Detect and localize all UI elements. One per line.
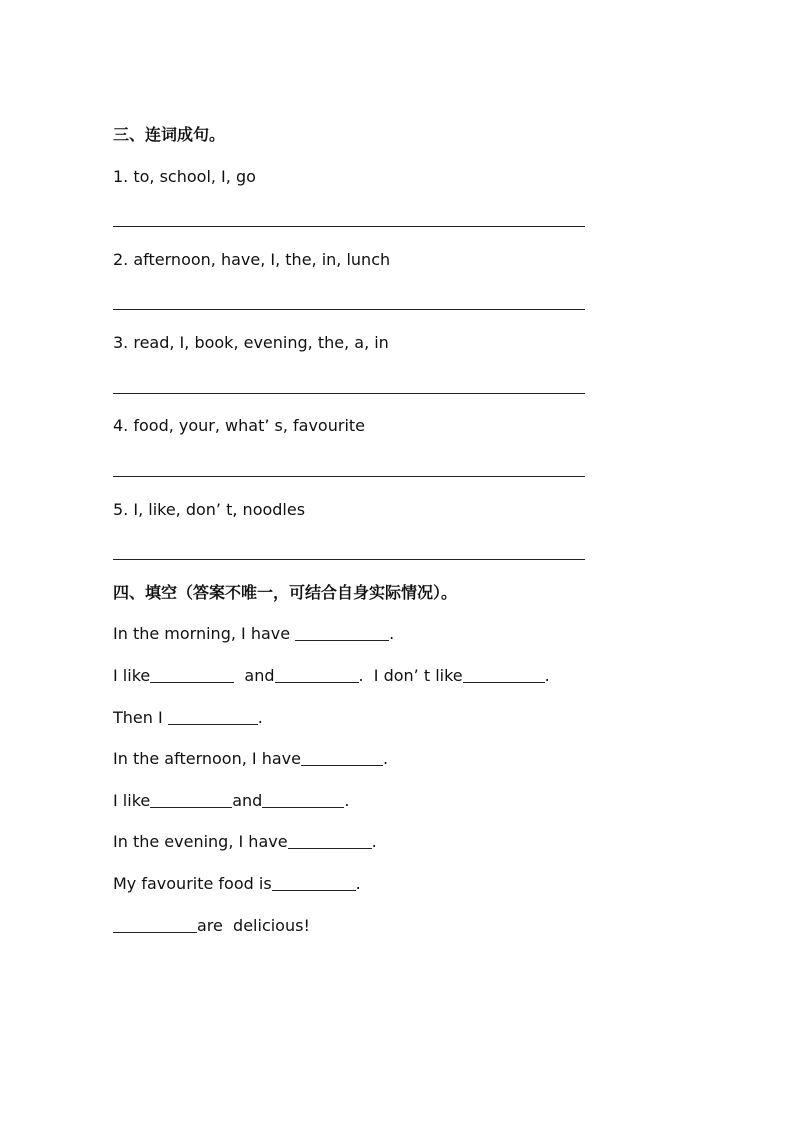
fill-line-2-text-c: . I don’ t like [358, 666, 463, 685]
fill-line-4-text-a: In the afternoon, I have [113, 749, 301, 768]
fill-line-1-text-a: In the morning, I have [113, 624, 296, 643]
section-4-heading: 四、填空（答案不唯一，可结合自身实际情况）。 [113, 583, 458, 602]
blank-8[interactable] [262, 791, 344, 808]
blank-3[interactable] [275, 666, 359, 683]
fill-line-5 [113, 791, 349, 811]
fill-line-8-text-a: are delicious! [197, 916, 310, 935]
section-3-heading: 三、连词成句。 [113, 125, 226, 144]
fill-line-6-text-a: In the evening, I have [113, 832, 288, 851]
fill-line-2-text-b: and [234, 666, 275, 685]
fill-line-2 [113, 666, 550, 686]
fill-line-2-text-a: I like [113, 666, 151, 685]
blank-10[interactable] [272, 874, 356, 891]
question-4: 4. food, your, what’ s, favourite [113, 416, 365, 435]
fill-line-5-text-b: and [232, 791, 263, 810]
fill-line-2-text-d: . [544, 666, 550, 685]
question-2: 2. afternoon, have, I, the, in, lunch [113, 250, 391, 269]
blank-1[interactable] [295, 624, 389, 641]
fill-line-1-text-b: . [389, 624, 395, 643]
blank-6[interactable] [301, 749, 383, 766]
question-3: 3. read, I, book, evening, the, a, in [113, 333, 389, 352]
blank-7[interactable] [150, 791, 232, 808]
fill-line-5-text-a: I like [113, 791, 151, 810]
fill-line-7-text-a: My favourite food is [113, 874, 272, 893]
blank-5[interactable] [168, 708, 258, 725]
answer-line-5[interactable] [113, 559, 585, 560]
fill-line-6-text-b: . [371, 832, 377, 851]
blank-2[interactable] [150, 666, 234, 683]
blank-4[interactable] [463, 666, 545, 683]
fill-line-7 [113, 874, 361, 894]
fill-line-1 [113, 624, 394, 644]
fill-line-4-text-b: . [382, 749, 389, 768]
fill-line-7-text-b: . [355, 874, 361, 893]
fill-line-3-text-b: . [257, 708, 263, 727]
fill-line-3-text-a: Then I [113, 708, 168, 727]
answer-line-4[interactable] [113, 476, 585, 477]
fill-line-3 [113, 708, 263, 728]
blank-9[interactable] [288, 832, 372, 849]
answer-line-2[interactable] [113, 309, 585, 310]
fill-line-4 [113, 749, 388, 769]
question-1: 1. to, school, I, go [113, 167, 256, 186]
fill-line-8 [113, 916, 310, 936]
question-5: 5. I, like, don’ t, noodles [113, 500, 306, 519]
fill-line-6 [113, 832, 377, 852]
answer-line-3[interactable] [113, 393, 585, 394]
blank-11[interactable] [113, 916, 197, 933]
fill-line-5-text-c: . [344, 791, 350, 810]
answer-line-1[interactable] [113, 226, 585, 227]
